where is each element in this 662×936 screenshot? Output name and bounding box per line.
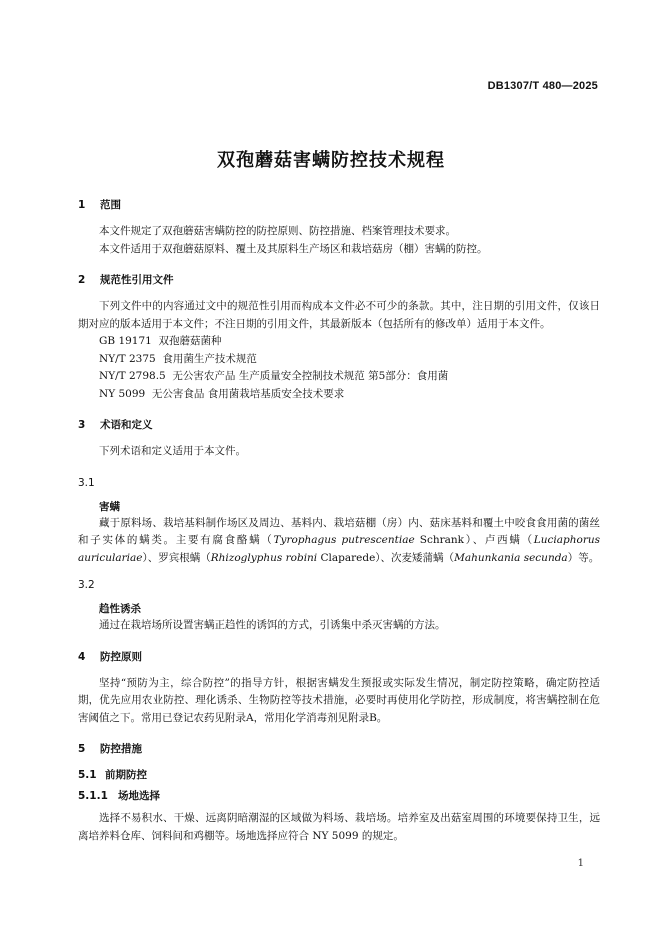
document-title: 双孢蘑菇害螨防控技术规程 — [217, 150, 445, 171]
term-name: 趋性诱杀 — [99, 603, 141, 615]
paragraph: 选择不易积水、干燥、远离阴暗潮湿的区域做为料场、栽培场。培养室及出菇室周围的环境要保持卫生，远离培养料仓库、饲料间和鸡棚等。场地选择应符合 NY 5099 的规定。 — [78, 812, 600, 842]
section-2-heading — [78, 272, 600, 288]
paragraph: 下列文件中的内容通过文中的规范性引用而构成本文件必不可少的条款。其中，注日期的引用文件，仅该日期对应的版本适用于本文件；不注日期的引用文件，其最新版本（包括所有的修改单）适用于本文件。 — [78, 300, 600, 330]
section-title: 前期防控 — [105, 769, 147, 781]
scientific-name: Luciaphorus auriculariae — [78, 534, 601, 564]
section-number: 2 — [78, 274, 86, 286]
section-title: 范围 — [100, 199, 121, 211]
section-5-1-heading — [78, 767, 600, 783]
paragraph: 坚持“预防为主，综合防控”的指导方针，根据害螨发生预报或实际发生情况，制定防控策略，确定防控适期，优先应用农业防控、理化诱杀、生物防控等技术措施，必要时再使用化学防控，形成制度，将害螨控制在危害阈值之下。常用已登记农药见附录A，常用化学消毒剂见附录B。 — [78, 676, 600, 724]
document-body — [78, 197, 600, 845]
reference-item: NY 5099 无公害食品 食用菌栽培基质安全技术要求 — [99, 387, 345, 400]
definition-text: ）等。 — [567, 551, 600, 564]
page-number: 1 — [577, 858, 584, 869]
section-number: 1 — [78, 199, 86, 211]
term-name: 害螨 — [99, 500, 120, 513]
reference-item: NY/T 2375 食用菌生产技术规范 — [99, 352, 257, 365]
section-number: 4 — [78, 650, 86, 663]
scientific-name: Rhizoglyphus robini — [210, 551, 318, 564]
section-number: 5.1 — [78, 769, 97, 781]
paragraph: 本文件适用于双孢蘑菇原料、覆土及其原料生产场区和栽培菇房（棚）害螨的防控。 — [99, 242, 488, 255]
section-title: 场地选择 — [118, 790, 160, 802]
scientific-name: Tyrophagus putrescentiae — [273, 534, 415, 546]
section-5-1-1-heading — [78, 788, 600, 804]
definition-text: Schrank）、卢西螨（ — [414, 534, 534, 546]
section-3-heading — [78, 417, 600, 433]
reference-item: NY/T 2798.5 无公害农产品 生产质量安全控制技术规范 第5部分：食用菌 — [99, 370, 449, 382]
term-number: 3.1 — [78, 476, 95, 489]
definition-text: 藏于原料场、栽培基料制作场区及周边、基料内、栽培菇棚（房）内、菇床基料和覆土中咬食食用菌的菌丝和子实体的螨类。主要有腐食酪螨（ — [78, 516, 600, 546]
section-number: 5.1.1 — [78, 790, 108, 802]
reference-item: GB 19171 双孢蘑菇菌种 — [99, 335, 222, 347]
term-definition — [78, 515, 600, 568]
term-number: 3.2 — [78, 579, 95, 591]
definition-text: Claparede）、次麦矮蒲螨（ — [317, 551, 455, 564]
document-number: DB1307/T 480—2025 — [487, 80, 598, 92]
section-title: 防控措施 — [100, 743, 142, 755]
section-number: 5 — [78, 743, 86, 755]
section-title: 防控原则 — [100, 650, 142, 663]
definition-text: ）、罗宾根螨（ — [142, 551, 211, 564]
scientific-name: Mahunkania secunda — [454, 551, 568, 564]
section-4-heading — [78, 649, 600, 665]
section-1-heading — [78, 197, 600, 213]
section-5-heading — [78, 741, 600, 757]
paragraph: 下列术语和定义适用于本文件。 — [99, 445, 246, 457]
section-title: 规范性引用文件 — [100, 274, 174, 286]
section-number: 3 — [78, 419, 86, 431]
paragraph: 本文件规定了双孢蘑菇害螨防控的防控原则、防控措施、档案管理技术要求。 — [99, 225, 456, 237]
section-title: 术语和定义 — [100, 419, 153, 431]
term-definition: 通过在栽培场所设置害螨正趋性的诱饵的方式，引诱集中杀灭害螨的方法。 — [99, 619, 446, 631]
